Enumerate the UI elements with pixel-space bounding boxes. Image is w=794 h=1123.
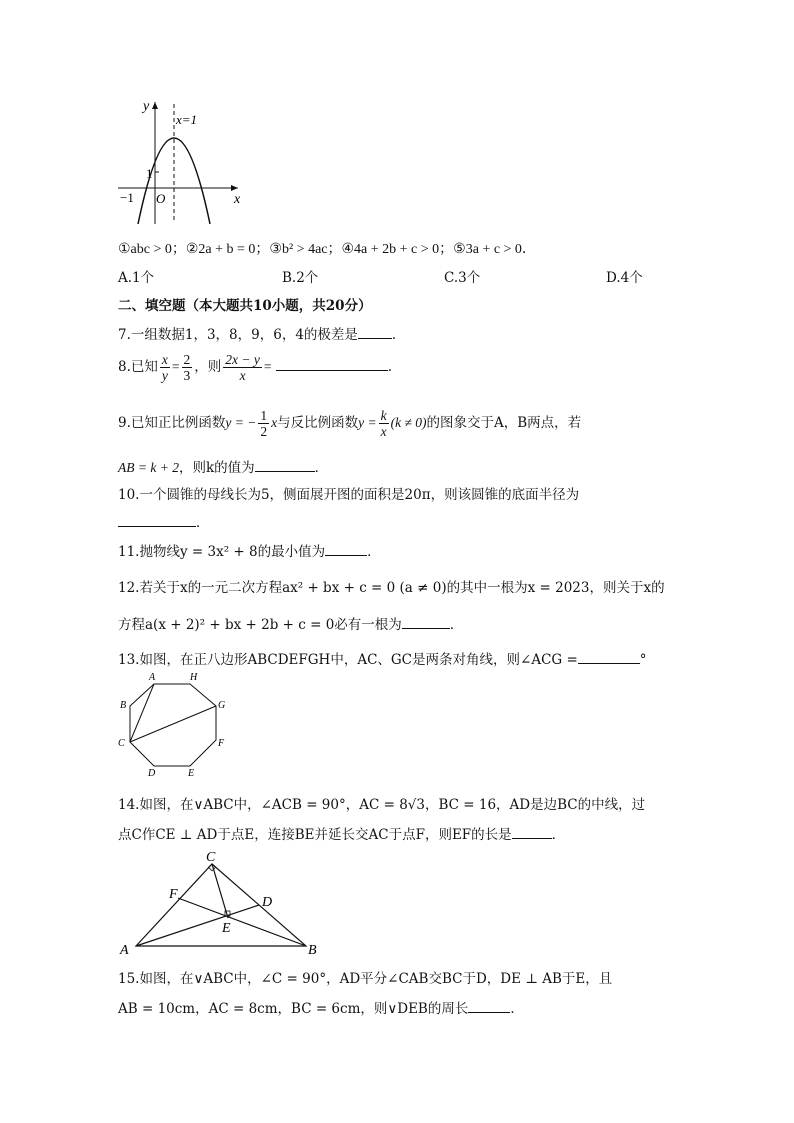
q9-text-b2: ，则k的值为 <box>178 460 255 476</box>
tick-neg-one-label: −1 <box>120 190 134 205</box>
q10-line1: 10.一个圆锥的母线长为5，侧面展开图的面积是20π，则该圆锥的底面半径为 <box>118 487 580 503</box>
q15-line1: 15.如图，在∨ABC中，∠C = 90°，AD平分∠CAB交BC于D，DE ⊥ AB于E，且 <box>118 971 613 987</box>
oct-label-c: C <box>118 738 125 749</box>
x-axis-label: x <box>234 192 241 207</box>
q8-prefix: 8.已知 <box>118 359 158 375</box>
q8-f3-den: x <box>239 368 246 383</box>
question-9-line2 <box>118 456 328 476</box>
q8-eq2: = <box>263 359 272 374</box>
q8-fraction-expr <box>223 352 262 383</box>
q14-answer-blank[interactable] <box>512 825 552 839</box>
q15-end: ． <box>510 1001 524 1017</box>
q9-text-g: 的图象交于A，B两点，若 <box>426 415 582 431</box>
q10-end: ． <box>196 515 210 531</box>
question-11 <box>118 540 381 560</box>
q7-answer-blank[interactable] <box>358 325 392 339</box>
q9-k-num: k <box>380 408 387 423</box>
q8-eq: = <box>171 359 180 374</box>
q9-end: ． <box>314 460 329 476</box>
q12-answer-blank[interactable] <box>402 615 450 629</box>
q13-answer-blank[interactable] <box>578 650 640 664</box>
q6-option-d: D.4个 <box>606 270 643 286</box>
question-14-line2 <box>118 823 565 843</box>
q7-end: ． <box>391 327 406 343</box>
q8-f2-den: 3 <box>183 368 191 383</box>
q6-option-b: B.2个 <box>282 270 319 286</box>
q15-answer-blank[interactable] <box>468 999 510 1013</box>
q9-frac-num: 1 <box>260 408 268 423</box>
q14-line2: 点C作CE ⊥ AD于点E，连接BE并延长交AC于点F，则EF的长是 <box>118 827 512 843</box>
q13-end: ° <box>639 652 647 668</box>
q14-end: ． <box>551 827 566 843</box>
y-axis-label: y <box>143 99 150 114</box>
q8-answer-blank[interactable] <box>276 357 388 371</box>
q13-text: 13.如图，在正八边形ABCDEFGH中，AC、GC是两条对角线，则∠ACG = <box>118 652 578 668</box>
tri-label-d: D <box>262 895 273 910</box>
oct-label-f: F <box>218 738 225 749</box>
origin-label: O <box>156 191 166 206</box>
question-12-line2 <box>118 613 463 633</box>
q12-line2: 方程a(x + 2)² + bx + 2b + c = 0必有一根为 <box>118 617 402 633</box>
q9-expr-c: x <box>271 415 278 430</box>
q9-k-den: x <box>380 424 387 439</box>
tri-label-f: F <box>169 887 178 902</box>
q9-text-a: 9.已知正比例函数 <box>118 415 226 431</box>
parabola-figure <box>110 92 250 232</box>
oct-label-g: G <box>218 700 226 711</box>
q9-frac-den: 2 <box>260 424 268 439</box>
q8-f2-num: 2 <box>183 352 191 367</box>
tri-label-c: C <box>206 850 216 865</box>
question-7 <box>118 323 405 343</box>
q8-f1-den: y <box>161 368 168 383</box>
q8-end: . <box>387 359 393 375</box>
q11-text: 11.抛物线y = 3x² + 8的最小值为 <box>118 544 326 560</box>
q9-ab-expr: AB = k + 2 <box>118 460 179 475</box>
q9-expr-b: y = − <box>225 415 257 430</box>
q9-fraction-kx <box>379 408 389 439</box>
q8-mid: ，则 <box>194 359 222 375</box>
symmetry-label: x=1 <box>176 112 198 127</box>
q8-fraction-23 <box>182 352 193 383</box>
q8-f1-num: x <box>161 352 168 367</box>
q15-line2: AB = 10cm，AC = 8cm，BC = 6cm，则∨DEB的周长 <box>118 1001 469 1017</box>
q8-fraction-xy <box>160 352 170 383</box>
q14-line1: 14.如图，在∨ABC中，∠ACB = 90°，AC = 8√3，BC = 16，AD是边BC的中线，过 <box>118 797 646 813</box>
oct-label-d: D <box>148 768 156 779</box>
q11-end: ． <box>367 544 381 560</box>
tri-label-e: E <box>222 921 231 936</box>
question-10-line2 <box>118 511 210 531</box>
tri-label-b: B <box>308 943 317 958</box>
q12-line1: 12.若关于x的一元二次方程ax² + bx + c = 0 (a ≠ 0)的其中一根为x = 2023，则关于x的 <box>118 580 665 596</box>
q9-expr-f: (k ≠ 0) <box>390 415 427 430</box>
q8-f3-num: 2x − y <box>225 352 260 367</box>
q6-option-a: A.1个 <box>118 270 155 286</box>
oct-label-e: E <box>188 768 195 779</box>
octagon-figure <box>112 670 232 780</box>
q10-answer-blank[interactable] <box>118 513 196 527</box>
question-9-line1 <box>118 408 581 439</box>
q9-fraction-half <box>258 408 269 439</box>
q11-answer-blank[interactable] <box>325 542 367 556</box>
oct-label-h: H <box>190 672 198 683</box>
oct-label-b: B <box>120 700 127 711</box>
oct-label-a: A <box>149 672 156 683</box>
q9-text-d: 与反比例函数 <box>277 415 359 431</box>
question-15-line2 <box>118 997 524 1017</box>
question-13 <box>118 648 647 668</box>
q12-end: ． <box>449 617 464 633</box>
q6-option-c: C.3个 <box>444 270 481 286</box>
question-8 <box>118 352 392 383</box>
q6-statements: ①abc > 0；②2a + b = 0；③b² > 4ac；④4a + 2b + c > 0；⑤3a + c > 0． <box>118 242 536 257</box>
q9-expr-e: y = <box>358 415 377 430</box>
section-title: 二、填空题（本大题共10小题，共20分） <box>118 298 372 314</box>
q9-answer-blank[interactable] <box>255 458 315 472</box>
tri-label-a: A <box>120 943 129 958</box>
q7-text: 7.一组数据1，3，8，9，6，4的极差是 <box>118 327 358 343</box>
tick-one-label: 1 <box>146 166 153 181</box>
triangle-figure <box>112 848 332 958</box>
